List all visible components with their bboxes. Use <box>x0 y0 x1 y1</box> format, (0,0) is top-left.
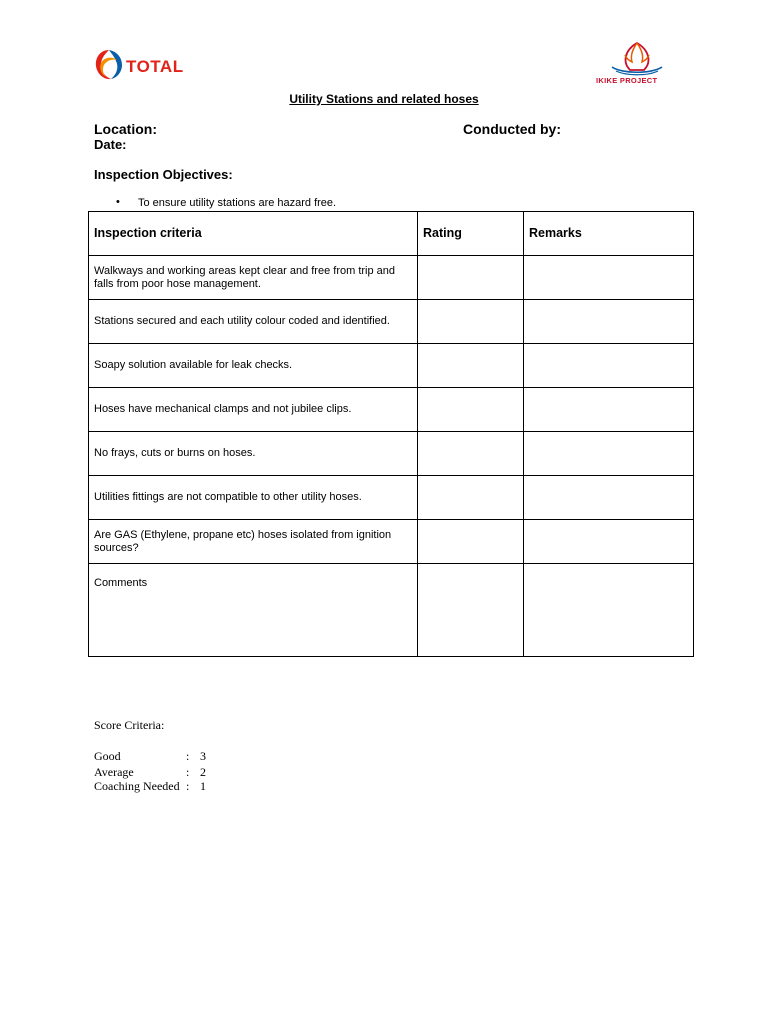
ikike-project-logo <box>592 40 682 88</box>
remarks-cell[interactable] <box>524 388 694 432</box>
remarks-cell[interactable] <box>524 256 694 300</box>
criteria-cell: No frays, cuts or burns on hoses. <box>89 432 418 476</box>
remarks-cell[interactable] <box>524 300 694 344</box>
comments-row <box>89 564 694 657</box>
criteria-cell: Walkways and working areas kept clear and free from trip and falls from poor hose management. <box>89 256 418 300</box>
rating-cell[interactable] <box>418 520 524 564</box>
total-logo-text: TOTAL <box>126 57 184 76</box>
score-value-coaching-needed: 1 <box>200 779 206 793</box>
remarks-cell[interactable] <box>524 476 694 520</box>
table-row <box>89 344 694 388</box>
table-row <box>89 300 694 344</box>
table-row <box>89 432 694 476</box>
rating-cell[interactable] <box>418 432 524 476</box>
table-row <box>89 520 694 564</box>
criteria-cell: Utilities fittings are not compatible to other utility hoses. <box>89 476 418 520</box>
score-value-good: 3 <box>200 749 206 763</box>
comments-cell[interactable]: Comments <box>89 564 418 657</box>
score-separator: : <box>186 779 190 793</box>
rating-cell[interactable] <box>418 344 524 388</box>
location-label: Location: <box>94 121 157 137</box>
header-inspection-criteria: Inspection criteria <box>89 212 418 256</box>
score-criteria-title: Score Criteria: <box>94 718 165 732</box>
inspection-objectives-heading: Inspection Objectives: <box>94 167 233 182</box>
date-label: Date: <box>94 137 127 152</box>
ikike-project-text: IKIKE PROJECT <box>596 76 658 85</box>
header-rating: Rating <box>418 212 524 256</box>
rating-cell[interactable] <box>418 476 524 520</box>
rating-cell[interactable] <box>418 388 524 432</box>
header-remarks: Remarks <box>524 212 694 256</box>
remarks-cell[interactable] <box>524 344 694 388</box>
score-label-good: Good <box>94 749 121 763</box>
bullet-icon: • <box>116 196 120 208</box>
remarks-cell[interactable] <box>524 432 694 476</box>
rating-cell[interactable] <box>418 564 524 657</box>
ikike-emblem-icon <box>592 40 682 76</box>
rating-cell[interactable] <box>418 256 524 300</box>
score-label-average: Average <box>94 765 134 779</box>
remarks-cell[interactable] <box>524 564 694 657</box>
criteria-cell: Are GAS (Ethylene, propane etc) hoses isolated from ignition sources? <box>89 520 418 564</box>
criteria-cell: Hoses have mechanical clamps and not jubilee clips. <box>89 388 418 432</box>
inspection-criteria-table <box>88 211 694 657</box>
criteria-cell: Soapy solution available for leak checks. <box>89 344 418 388</box>
remarks-cell[interactable] <box>524 520 694 564</box>
table-row <box>89 388 694 432</box>
document-title: Utility Stations and related hoses <box>289 92 479 106</box>
total-emblem-icon <box>92 46 126 84</box>
rating-cell[interactable] <box>418 300 524 344</box>
table-row <box>89 476 694 520</box>
score-label-coaching-needed: Coaching Needed <box>94 779 180 793</box>
table-header-row <box>89 212 694 256</box>
criteria-cell: Stations secured and each utility colour coded and identified. <box>89 300 418 344</box>
table-row <box>89 256 694 300</box>
score-separator: : <box>186 765 190 779</box>
conducted-by-label: Conducted by: <box>463 121 561 137</box>
score-separator: : <box>186 749 190 763</box>
score-value-average: 2 <box>200 765 206 779</box>
objective-item: To ensure utility stations are hazard free. <box>138 197 337 209</box>
total-logo <box>92 46 192 86</box>
